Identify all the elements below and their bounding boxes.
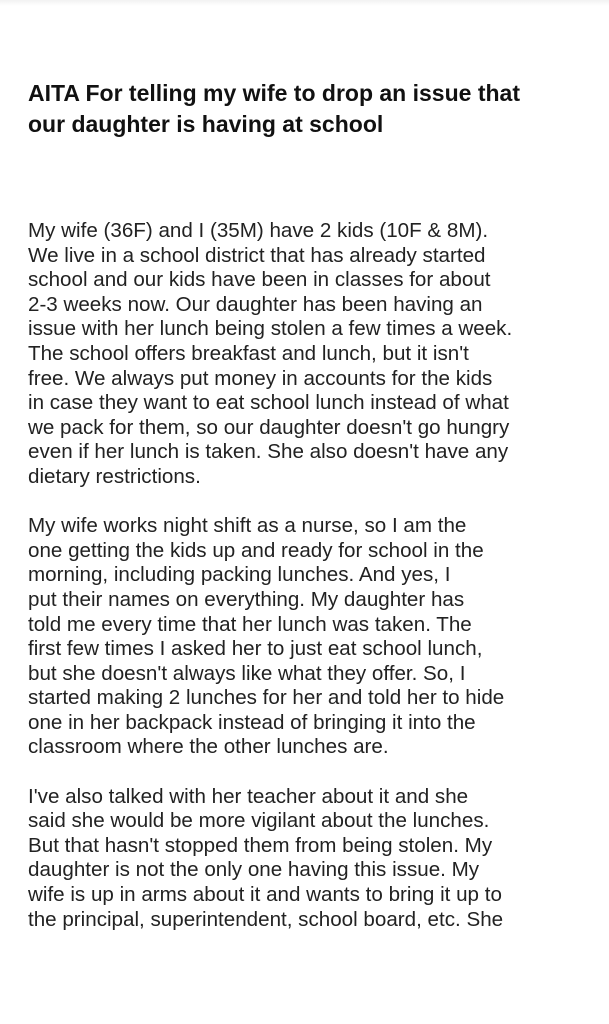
title-line: AITA For telling my wife to drop an issue that bbox=[28, 80, 520, 106]
paragraph-3 bbox=[28, 785, 588, 933]
body-line: one in her backpack instead of bringing it into the bbox=[28, 710, 476, 734]
body-line: one getting the kids up and ready for school in the bbox=[28, 538, 484, 562]
body-line: wife is up in arms about it and wants to bring it up to bbox=[28, 883, 502, 907]
body-line: but she doesn't always like what they offer. So, I bbox=[28, 661, 466, 685]
top-divider bbox=[0, 0, 609, 6]
body-line: put their names on everything. My daughter has bbox=[28, 587, 465, 611]
body-line: first few times I asked her to just eat school lunch, bbox=[28, 637, 483, 661]
body-line: We live in a school district that has already started bbox=[28, 243, 486, 267]
body-line: classroom where the other lunches are. bbox=[28, 735, 389, 759]
body-line: said she would be more vigilant about the lunches. bbox=[28, 809, 490, 833]
body-line: issue with her lunch being stolen a few times a week. bbox=[28, 317, 513, 341]
post-body bbox=[28, 219, 588, 957]
body-line: free. We always put money in accounts for the kids bbox=[28, 366, 493, 390]
body-line: My wife (36F) and I (35M) have 2 kids (10F & 8M). bbox=[28, 219, 489, 242]
body-line: even if her lunch is taken. She also doesn't have any bbox=[28, 440, 509, 464]
body-line: dietary restrictions. bbox=[28, 464, 201, 488]
body-line: we pack for them, so our daughter doesn't go hungry bbox=[28, 415, 510, 439]
body-line: The school offers breakfast and lunch, but it isn't bbox=[28, 341, 469, 365]
body-line: the principal, superintendent, school board, etc. She bbox=[28, 907, 504, 931]
body-line: started making 2 lunches for her and told her to hide bbox=[28, 686, 505, 710]
body-line: I've also talked with her teacher about it and she bbox=[28, 784, 469, 808]
body-line: daughter is not the only one having this issue. My bbox=[28, 858, 480, 882]
body-line: in case they want to eat school lunch instead of what bbox=[28, 391, 509, 415]
paragraph-2 bbox=[28, 514, 588, 760]
body-line: But that hasn't stopped them from being stolen. My bbox=[28, 833, 493, 857]
paragraph-1 bbox=[28, 219, 588, 490]
title-line: our daughter is having at school bbox=[28, 111, 384, 137]
body-line: morning, including packing lunches. And yes, I bbox=[28, 563, 451, 587]
body-line: 2-3 weeks now. Our daughter has been having an bbox=[28, 292, 483, 316]
body-line: My wife works night shift as a nurse, so I am the bbox=[28, 514, 467, 538]
bottom-fade bbox=[0, 1006, 609, 1024]
body-line: told me every time that her lunch was taken. The bbox=[28, 612, 472, 636]
post-title bbox=[28, 78, 588, 140]
body-line: school and our kids have been in classes for about bbox=[28, 268, 491, 292]
